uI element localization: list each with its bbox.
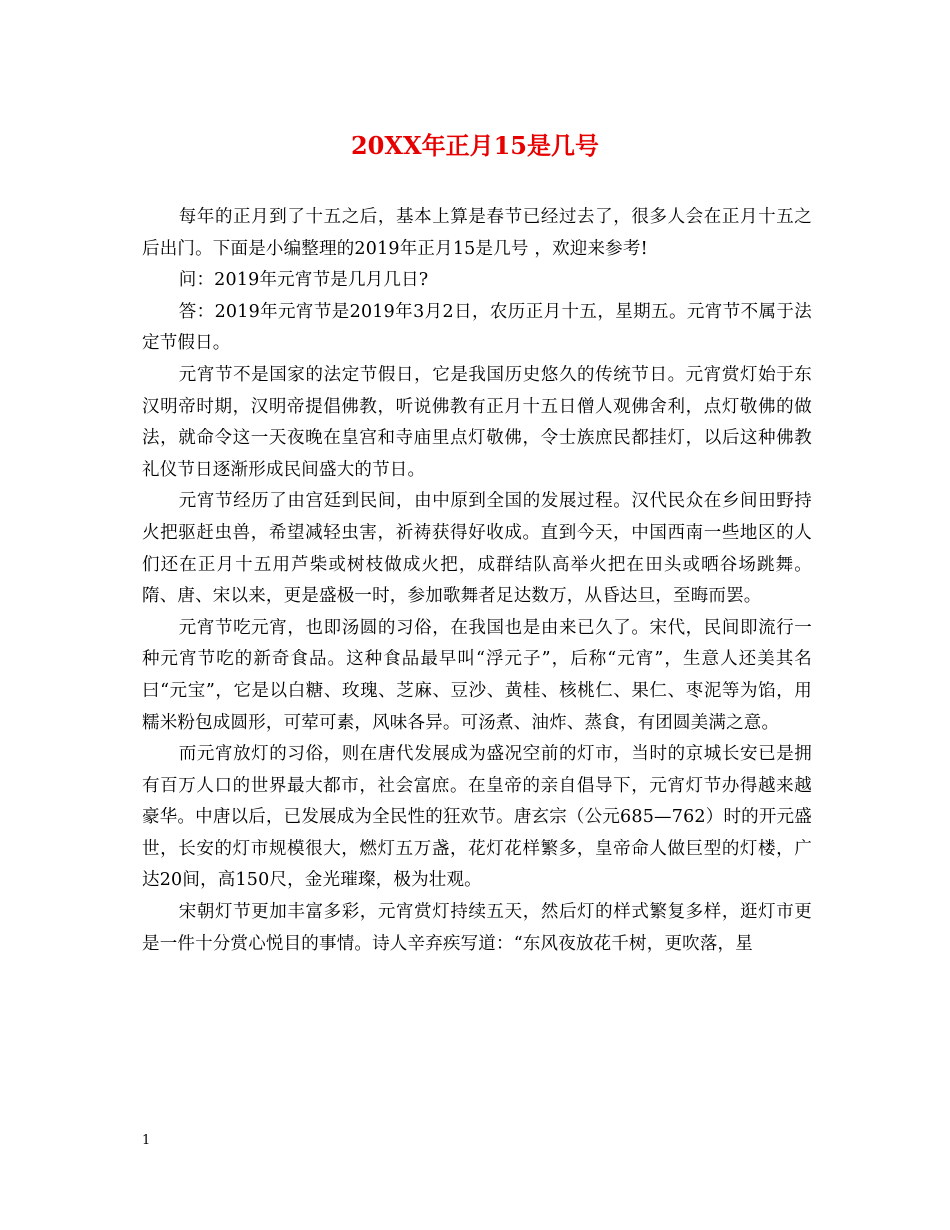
paragraph-intro: 每年的正月到了十五之后，基本上算是春节已经过去了，很多人会在正月十五之后出门。下面是小编整理的2019年正月15是几号 ，欢迎来参考! [142, 207, 812, 259]
document-body [142, 202, 812, 960]
paragraph-tang-lanterns: 而元宵放灯的习俗，则在唐代发展成为盛况空前的灯市，当时的京城长安已是拥有百万人口的世界最大都市，社会富庶。在皇帝的亲自倡导下，元宵灯节办得越来越豪华。中唐以后，已发展成为全民性的狂欢节。唐玄宗（公元685—762）时的开元盛世，长安的灯市规模很大，燃灯五万盏，花灯花样繁多，皇帝命人做巨型的灯楼，广达20间，高150尺，金光璀璨，极为壮观。 [142, 744, 812, 891]
paragraph-holiday-origin: 元宵节不是国家的法定节假日，它是我国历史悠久的传统节日。元宵赏灯始于东汉明帝时期，汉明帝提倡佛教，听说佛教有正月十五日僧人观佛舍利，点灯敬佛的做法，就命令这一天夜晚在皇宫和寺庙里点灯敬佛，令士族庶民都挂灯，以后这种佛教礼仪节日逐渐形成民间盛大的节日。 [142, 364, 812, 480]
paragraph-yuanxiao-food: 元宵节吃元宵，也即汤圆的习俗，在我国也是由来已久了。宋代，民间即流行一种元宵节吃的新奇食品。这种食品最早叫“浮元子”，后称“元宵”，生意人还美其名曰“元宝”，它是以白糖、玫瑰、芝麻、豆沙、黄桂、核桃仁、果仁、枣泥等为馅，用糯米粉包成圆形，可荤可素，风味各异。可汤煮、油炸、蒸食，有团圆美满之意。 [142, 617, 812, 733]
page-number: 1 [142, 1133, 151, 1148]
document-title: 20XX年正月15是几号 [350, 131, 600, 160]
paragraph-song-lanterns: 宋朝灯节更加丰富多彩，元宵赏灯持续五天，然后灯的样式繁复多样，逛灯市更是一件十分赏心悦目的事情。诗人辛弃疾写道：“东风夜放花千树，更吹落，星 [142, 902, 812, 954]
paragraph-question: 问：2019年元宵节是几月几日? [178, 270, 429, 291]
paragraph-holiday-development: 元宵节经历了由宫廷到民间，由中原到全国的发展过程。汉代民众在乡间田野持火把驱赶虫兽，希望减轻虫害，祈祷获得好收成。直到今天，中国西南一些地区的人们还在正月十五用芦柴或树枝做成火把，成群结队高举火把在田头或晒谷场跳舞。隋、唐、宋以来，更是盛极一时，参加歌舞者足达数万，从昏达旦，至晦而罢。 [142, 491, 812, 607]
paragraph-answer: 答：2019年元宵节是2019年3月2日，农历正月十五，星期五。元宵节不属于法定节假日。 [142, 301, 812, 354]
